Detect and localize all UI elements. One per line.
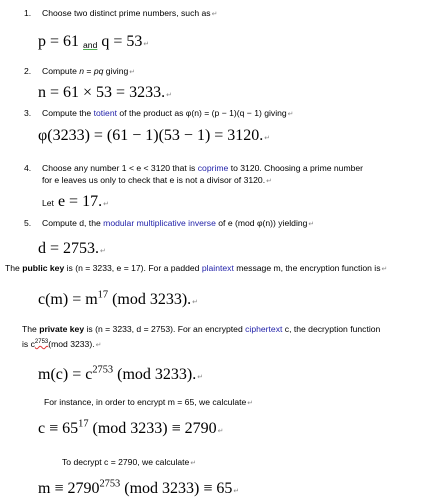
and-word: and	[83, 40, 98, 50]
paragraph-mark: ↵	[211, 11, 218, 18]
let-label: Let	[42, 198, 54, 208]
step-number: 1.	[24, 8, 32, 18]
paragraph-mark: ↵	[95, 342, 102, 349]
paragraph-mark: ↵	[166, 92, 172, 99]
paragraph-mark: ↵	[308, 221, 315, 228]
formula-text: m(c) = c	[38, 366, 93, 383]
step-text: Choose two distinct prime numbers, such as	[42, 8, 211, 18]
paragraph-mark: ↵	[217, 428, 224, 435]
step-4-line-2	[42, 175, 272, 187]
step-text: Compute the	[42, 108, 94, 118]
paragraph-mark: ↵	[381, 266, 388, 273]
link-plaintext[interactable]: plaintext	[201, 263, 234, 273]
formula-text: (mod 3233) ≡ 2790	[88, 420, 217, 437]
step-text: =	[84, 66, 94, 76]
formula-n	[38, 84, 172, 105]
para-text: For instance, in order to encrypt m = 65, we calculate	[44, 397, 247, 407]
public-key-term: public key	[22, 263, 65, 273]
public-key-paragraph	[5, 263, 387, 275]
formula-text: c(m) = m	[38, 291, 98, 308]
formula-exponent: 2753	[92, 364, 114, 376]
formula-decryption	[38, 366, 203, 387]
paragraph-mark: ↵	[129, 69, 136, 76]
formula-text: (mod 3233).	[113, 366, 197, 383]
formula-text: m ≡ 2790	[38, 480, 100, 497]
para-text: c, the decryption function	[282, 324, 381, 334]
step-text: giving	[103, 66, 129, 76]
formula-e	[42, 193, 109, 214]
step-number: 3.	[24, 108, 32, 118]
formula-text: (mod 3233).	[108, 291, 192, 308]
formula-p-q	[38, 33, 149, 54]
para-text: (mod 3233).	[48, 339, 95, 349]
step-5	[24, 218, 314, 230]
step-text: Compute d, the	[42, 218, 104, 228]
formula-d-text: d = 2753.	[38, 240, 100, 257]
inline-exponent: 2753	[34, 339, 49, 345]
formula-text: c ≡ 65	[38, 420, 79, 437]
paragraph-mark: ↵	[100, 248, 106, 255]
step-1	[24, 8, 217, 20]
paragraph-mark: ↵	[266, 178, 272, 185]
step-text: of e (mod φ(n)) yielding	[215, 218, 308, 228]
paragraph-mark: ↵	[264, 135, 271, 142]
link-modular-inverse[interactable]: modular multiplicative inverse	[103, 218, 216, 228]
formula-n-text: n = 61 × 53 = 3233.	[38, 84, 166, 101]
step-3	[24, 108, 294, 120]
formula-phi-text: φ(3233) = (61 − 1)(53 − 1) = 3120.	[38, 127, 264, 144]
formula-exponent: 17	[97, 289, 109, 301]
paragraph-mark: ↵	[143, 41, 150, 48]
step-var: pq	[93, 66, 104, 76]
formula-exponent: 2753	[99, 478, 121, 490]
step-text: Choose any number 1 < e < 3120 that is	[42, 163, 198, 173]
paragraph-mark: ↵	[103, 201, 109, 208]
para-text: is (n = 3233, d = 2753). For an encrypted	[84, 324, 246, 334]
para-text: is (n = 3233, e = 17). For a padded	[64, 263, 202, 273]
formula-q: q = 53	[101, 33, 143, 50]
formula-example-decrypt	[38, 480, 239, 501]
example-decrypt-text	[62, 457, 196, 469]
private-key-term: private key	[39, 324, 85, 334]
formula-text: (mod 3233) ≡ 65	[120, 480, 233, 497]
step-text: to 3120. Choosing a prime number	[228, 163, 364, 173]
step-number: 5.	[24, 218, 32, 228]
formula-example-encrypt	[38, 420, 224, 441]
link-totient[interactable]: totient	[93, 108, 118, 118]
formula-d	[38, 240, 106, 261]
formula-exponent: 17	[78, 418, 89, 430]
paragraph-mark: ↵	[192, 299, 199, 306]
link-ciphertext[interactable]: ciphertext	[245, 324, 283, 334]
link-coprime[interactable]: coprime	[197, 163, 229, 173]
formula-p: p = 61	[38, 33, 80, 50]
formula-phi	[38, 127, 270, 148]
paragraph-mark: ↵	[247, 400, 254, 407]
step-number: 2.	[24, 66, 32, 76]
step-text: for e leaves us only to check that e is not a divisor of 3120.	[42, 175, 266, 185]
paragraph-mark: ↵	[190, 460, 197, 467]
para-text: To decrypt c = 2790, we calculate	[62, 457, 190, 467]
step-text: of the product as φ(n) = (p − 1)(q − 1) giving	[117, 108, 287, 118]
formula-e-text: e = 17.	[57, 193, 103, 210]
example-encrypt-text	[44, 397, 253, 409]
para-text: The	[5, 263, 23, 273]
step-text: Compute	[42, 66, 80, 76]
para-text: message m, the encryption function is	[233, 263, 381, 273]
step-4	[24, 163, 363, 174]
paragraph-mark: ↵	[197, 374, 204, 381]
private-key-paragraph	[22, 324, 380, 335]
step-number: 4.	[24, 163, 32, 173]
para-text: The	[22, 324, 40, 334]
formula-encryption	[38, 291, 198, 312]
step-var: n	[79, 66, 85, 76]
paragraph-mark: ↵	[233, 488, 240, 495]
step-2	[24, 66, 135, 78]
para-text: is c	[22, 339, 35, 349]
private-key-paragraph-line-2	[22, 337, 101, 351]
paragraph-mark: ↵	[287, 111, 294, 118]
